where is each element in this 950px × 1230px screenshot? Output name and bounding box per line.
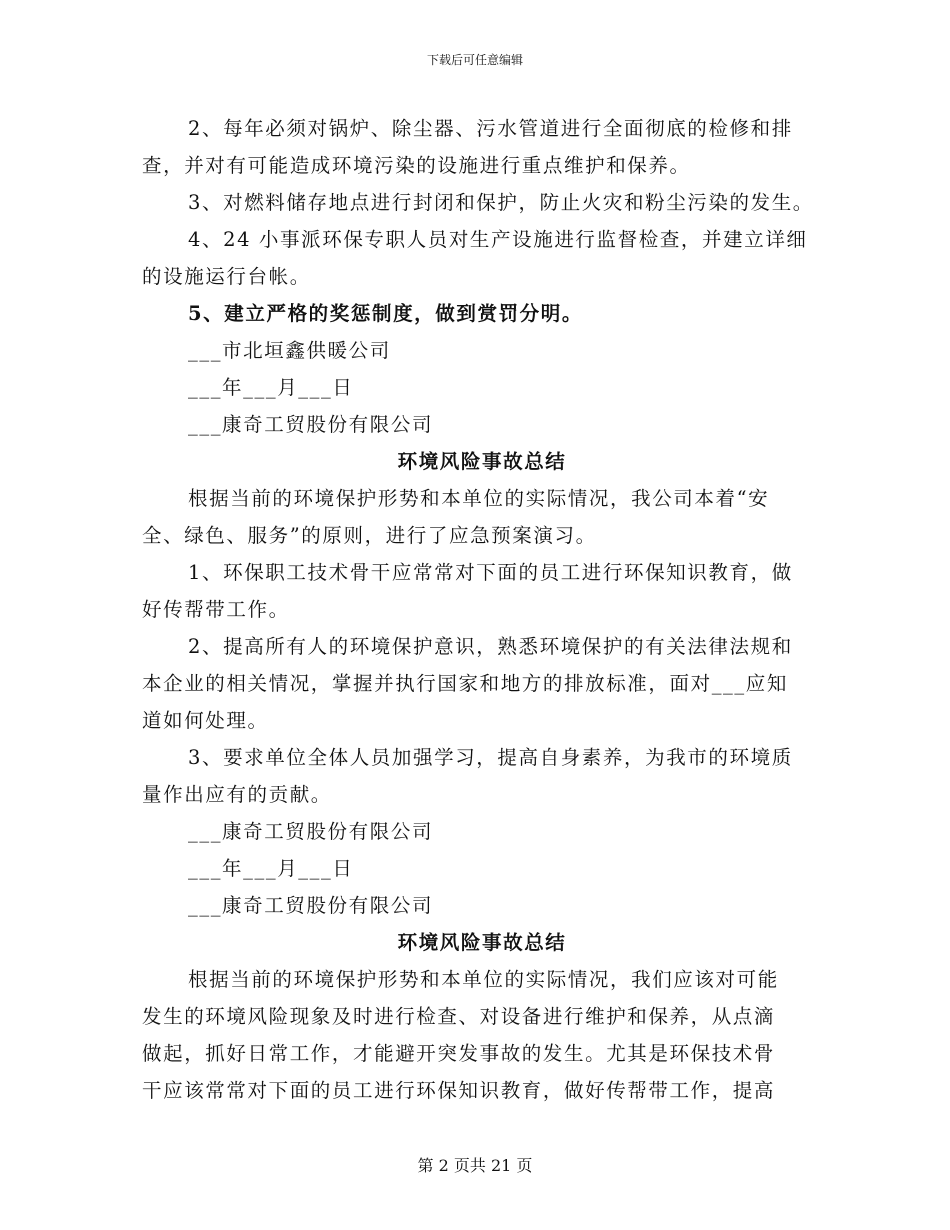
paragraph-line: 发生的环境风险现象及时进行检查、对设备进行维护和保养，从点滴 xyxy=(142,1005,776,1028)
paragraph-line: 根据当前的环境保护形势和本单位的实际情况，我公司本着“安 xyxy=(188,487,770,510)
paragraph-line: 道如何处理。 xyxy=(142,709,269,732)
paragraph-line: 3、对燃料储存地点进行封闭和保护，防止火灾和粉尘污染的发生。 xyxy=(188,191,814,214)
paragraph-line: 量作出应有的贡献。 xyxy=(142,783,332,806)
section-title: 环境风险事故总结 xyxy=(397,931,567,954)
paragraph-line: 全、绿色、服务”的原则，进行了应急预案演习。 xyxy=(142,524,597,547)
paragraph-line: 根据当前的环境保护形势和本单位的实际情况，我们应该对可能 xyxy=(188,968,779,991)
paragraph-line: 的设施运行台帐。 xyxy=(142,265,311,288)
signature-date: ___年___月___日 xyxy=(188,857,354,880)
paragraph-line-bold: 5、建立严格的奖惩制度，做到赏罚分明。 xyxy=(188,302,583,325)
paragraph-line: 2、提高所有人的环境保护意识，熟悉环境保护的有关法律法规和 xyxy=(188,635,793,658)
signature-company: ___康奇工贸股份有限公司 xyxy=(188,894,434,917)
signature-company: ___康奇工贸股份有限公司 xyxy=(188,413,434,436)
section-title: 环境风险事故总结 xyxy=(397,450,567,473)
paragraph-line: 好传帮带工作。 xyxy=(142,598,290,621)
paragraph-line: 做起，抓好日常工作，才能避开突发事故的发生。尤其是环保技术骨 xyxy=(142,1042,776,1065)
paragraph-line: 查，并对有可能造成环境污染的设施进行重点维护和保养。 xyxy=(142,154,691,177)
paragraph-line: 2、每年必须对锅炉、除尘器、污水管道进行全面彻底的检修和排 xyxy=(188,117,793,140)
paragraph-line: 1、环保职工技术骨干应常常对下面的员工进行环保知识教育，做 xyxy=(188,561,793,584)
paragraph-line: 4、24 小事派环保专职人员对生产设施进行监督检查，并建立详细 xyxy=(188,228,808,251)
document-body xyxy=(142,110,822,1109)
signature-company: ___康奇工贸股份有限公司 xyxy=(188,820,434,843)
page-header: 下载后可任意编辑 xyxy=(426,53,523,67)
paragraph-line: 干应该常常对下面的员工进行环保知识教育，做好传帮带工作，提高 xyxy=(142,1079,776,1102)
page-footer: 第 2 页共 21 页 xyxy=(417,1156,533,1175)
paragraph-line: 本企业的相关情况，掌握并执行国家和地方的排放标准，面对___应知 xyxy=(142,672,788,695)
signature-company: ___市北垣鑫供暖公司 xyxy=(188,339,391,362)
signature-date: ___年___月___日 xyxy=(188,376,354,399)
paragraph-line: 3、要求单位全体人员加强学习，提高自身素养，为我市的环境质 xyxy=(188,746,793,769)
